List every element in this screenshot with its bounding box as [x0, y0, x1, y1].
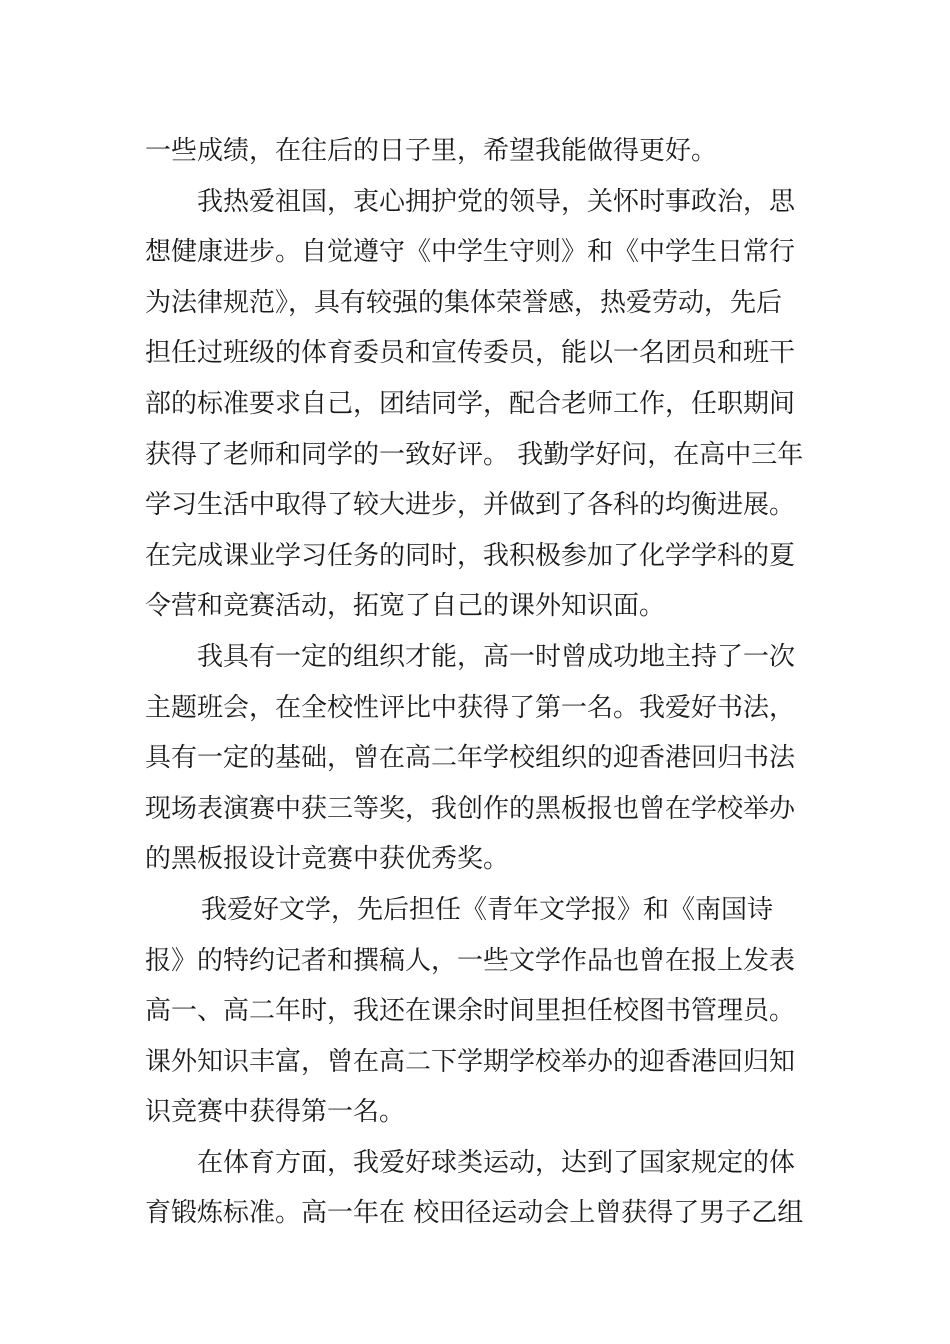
text-line: 高一、高二年时，我还在课余时间里担任校图书管理员。	[145, 996, 796, 1027]
paragraph-first-line: 我具有一定的组织才能，高一时曾成功地主持了一次	[197, 641, 796, 672]
text-line: 的黑板报设计竞赛中获优秀奖。	[145, 844, 510, 875]
paragraph-first-line: 我热爱祖国，衷心拥护党的领导，关怀时事政治，思	[197, 186, 796, 217]
text-line: 育锻炼标准。高一年在 校田径运动会上曾获得了男子乙组	[145, 1198, 804, 1229]
text-line: 担任过班级的体育委员和宣传委员，能以一名团员和班干	[145, 338, 796, 369]
text-line: 为法律规范》，具有较强的集体荣誉感，热爱劳动，先后	[145, 287, 783, 318]
text-line: 获得了老师和同学的一致好评。 我勤学好问，在高中三年	[145, 439, 804, 470]
text-line: 部的标准要求自己，团结同学，配合老师工作，任职期间	[145, 388, 796, 419]
text-line: 报》的特约记者和撰稿人，一些文学作品也曾在报上发表	[145, 945, 796, 976]
text-line: 一些成绩，在往后的日子里，希望我能做得更好。	[145, 136, 718, 166]
paragraph-first-line: 在体育方面，我爱好球类运动，达到了国家规定的体	[197, 1147, 796, 1178]
paragraph-first-line: 我爱好文学，先后担任《青年文学报》和《南国诗	[201, 894, 774, 925]
text-line: 想健康进步。自觉遵守《中学生守则》和《中学生日常行	[145, 237, 796, 268]
text-line: 学习生活中取得了较大进步，并做到了各科的均衡进展。	[145, 490, 796, 521]
text-line: 主题班会，在全校性评比中获得了第一名。我爱好书法，	[145, 692, 796, 723]
body-text	[145, 126, 815, 1239]
text-line: 课外知识丰富，曾在高二下学期学校举办的迎香港回归知	[145, 1046, 796, 1077]
text-line: 具有一定的基础，曾在高二年学校组织的迎香港回归书法	[145, 743, 796, 774]
text-line: 令营和竞赛活动，拓宽了自己的课外知识面。	[145, 591, 666, 622]
text-line: 现场表演赛中获三等奖，我创作的黑板报也曾在学校举办	[145, 793, 796, 824]
text-line: 识竞赛中获得第一名。	[145, 1097, 406, 1128]
text-line: 在完成课业学习任务的同时，我积极参加了化学学科的夏	[145, 540, 796, 571]
